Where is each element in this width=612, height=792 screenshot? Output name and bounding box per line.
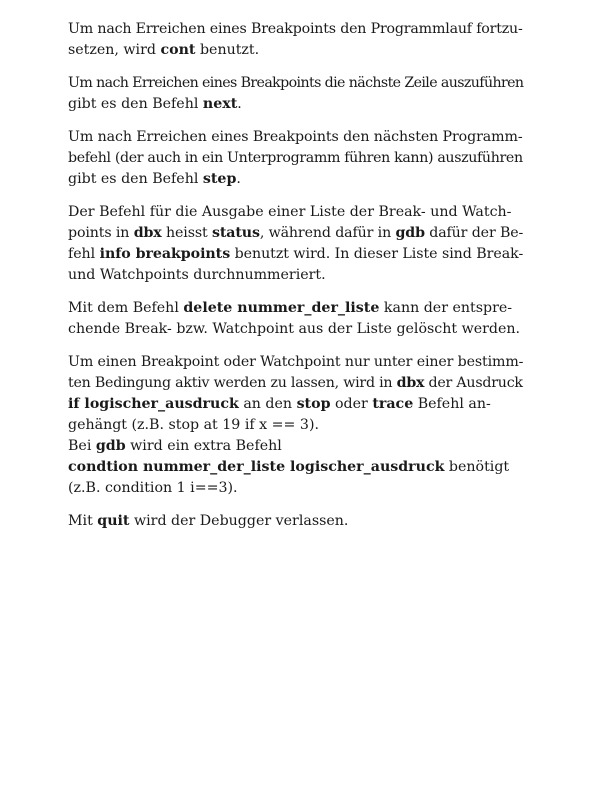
text-line xyxy=(68,319,523,340)
text-run: benötigt xyxy=(444,459,510,475)
text-run: Der Befehl für die Ausgabe einer Liste der Break- und Watch- xyxy=(68,204,512,220)
text-run: Befehl an- xyxy=(413,396,491,412)
text-line xyxy=(68,40,523,61)
text-line xyxy=(68,352,523,373)
text-line xyxy=(68,436,523,457)
document-page xyxy=(68,19,523,544)
text-run: an den xyxy=(238,396,297,412)
paragraph-quit xyxy=(68,511,523,532)
command-keyword: stop xyxy=(296,396,331,412)
text-line xyxy=(68,298,523,319)
text-run: , während dafür in xyxy=(259,225,396,241)
paragraph-next xyxy=(68,73,523,115)
text-line xyxy=(68,478,523,499)
text-run: gibt es den Befehl xyxy=(68,171,203,187)
text-line xyxy=(68,202,523,223)
text-run: setzen, wird xyxy=(68,42,161,58)
paragraph-status xyxy=(68,202,523,286)
text-run: und Watchpoints durchnummeriert. xyxy=(68,267,326,283)
command-keyword: if logischer_ausdruck xyxy=(68,396,239,412)
text-run: . xyxy=(237,96,242,112)
command-keyword: gdb xyxy=(95,438,126,454)
paragraph-step xyxy=(68,127,523,190)
text-run: gehängt (z.B. stop at 19 if x == 3). xyxy=(68,417,319,433)
command-keyword: step xyxy=(202,171,237,187)
command-keyword: condtion nummer_der_liste logischer_ausdruck xyxy=(68,459,445,475)
text-run: Um nach Erreichen eines Breakpoints die nächste Zeile auszuführen xyxy=(68,75,524,91)
text-run: . xyxy=(236,171,241,187)
text-line xyxy=(68,394,523,415)
text-run: ten Bedingung aktiv werden zu lassen, wird in xyxy=(68,375,397,391)
command-keyword: quit xyxy=(97,513,130,529)
text-line xyxy=(68,127,523,148)
command-keyword: delete nummer_der_liste xyxy=(183,300,380,316)
command-keyword: trace xyxy=(372,396,414,412)
text-run: der Ausdruck xyxy=(424,375,523,391)
paragraph-condition xyxy=(68,352,523,499)
text-line xyxy=(68,373,523,394)
text-run: kann der entspre- xyxy=(379,300,513,316)
text-line xyxy=(68,148,523,169)
text-line xyxy=(68,73,523,94)
text-run: Um nach Erreichen eines Breakpoints den nächsten Programm- xyxy=(68,129,523,145)
text-run: dafür der Be- xyxy=(424,225,524,241)
text-run: wird der Debugger verlassen. xyxy=(129,513,349,529)
text-run: Mit xyxy=(68,513,98,529)
text-line xyxy=(68,169,523,190)
text-run: chende Break- bzw. Watchpoint aus der Liste gelöscht werden. xyxy=(68,321,521,337)
text-line xyxy=(68,94,523,115)
command-keyword: status xyxy=(211,225,260,241)
text-run: Um nach Erreichen eines Breakpoints den Programmlauf fortzu- xyxy=(68,21,523,37)
command-keyword: gdb xyxy=(395,225,425,241)
text-run: gibt es den Befehl xyxy=(68,96,203,112)
text-line xyxy=(68,265,523,286)
command-keyword: dbx xyxy=(133,225,162,241)
text-line xyxy=(68,19,523,40)
command-keyword: cont xyxy=(160,42,196,58)
text-run: oder xyxy=(330,396,373,412)
text-run: points in xyxy=(68,225,134,241)
command-keyword: dbx xyxy=(396,375,425,391)
text-run: fehl xyxy=(68,246,100,262)
text-run: (z.B. condition 1 i==3). xyxy=(68,480,238,496)
text-run: wird ein extra Befehl xyxy=(125,438,282,454)
text-run: Um einen Breakpoint oder Watchpoint nur unter einer bestimm- xyxy=(68,354,524,370)
text-run: benutzt wird. In dieser Liste sind Break- xyxy=(230,246,524,262)
text-line xyxy=(68,415,523,436)
text-line xyxy=(68,511,523,532)
text-line xyxy=(68,223,523,244)
command-keyword: info breakpoints xyxy=(99,246,231,262)
text-line xyxy=(68,457,523,478)
text-run: befehl (der auch in ein Unterprogramm führen kann) auszuführen xyxy=(68,150,523,166)
paragraph-cont xyxy=(68,19,523,61)
paragraph-delete xyxy=(68,298,523,340)
text-run: benutzt. xyxy=(195,42,260,58)
command-keyword: next xyxy=(202,96,238,112)
text-run: Bei xyxy=(68,438,96,454)
text-run: Mit dem Befehl xyxy=(68,300,184,316)
text-run: heisst xyxy=(161,225,212,241)
text-line xyxy=(68,244,523,265)
